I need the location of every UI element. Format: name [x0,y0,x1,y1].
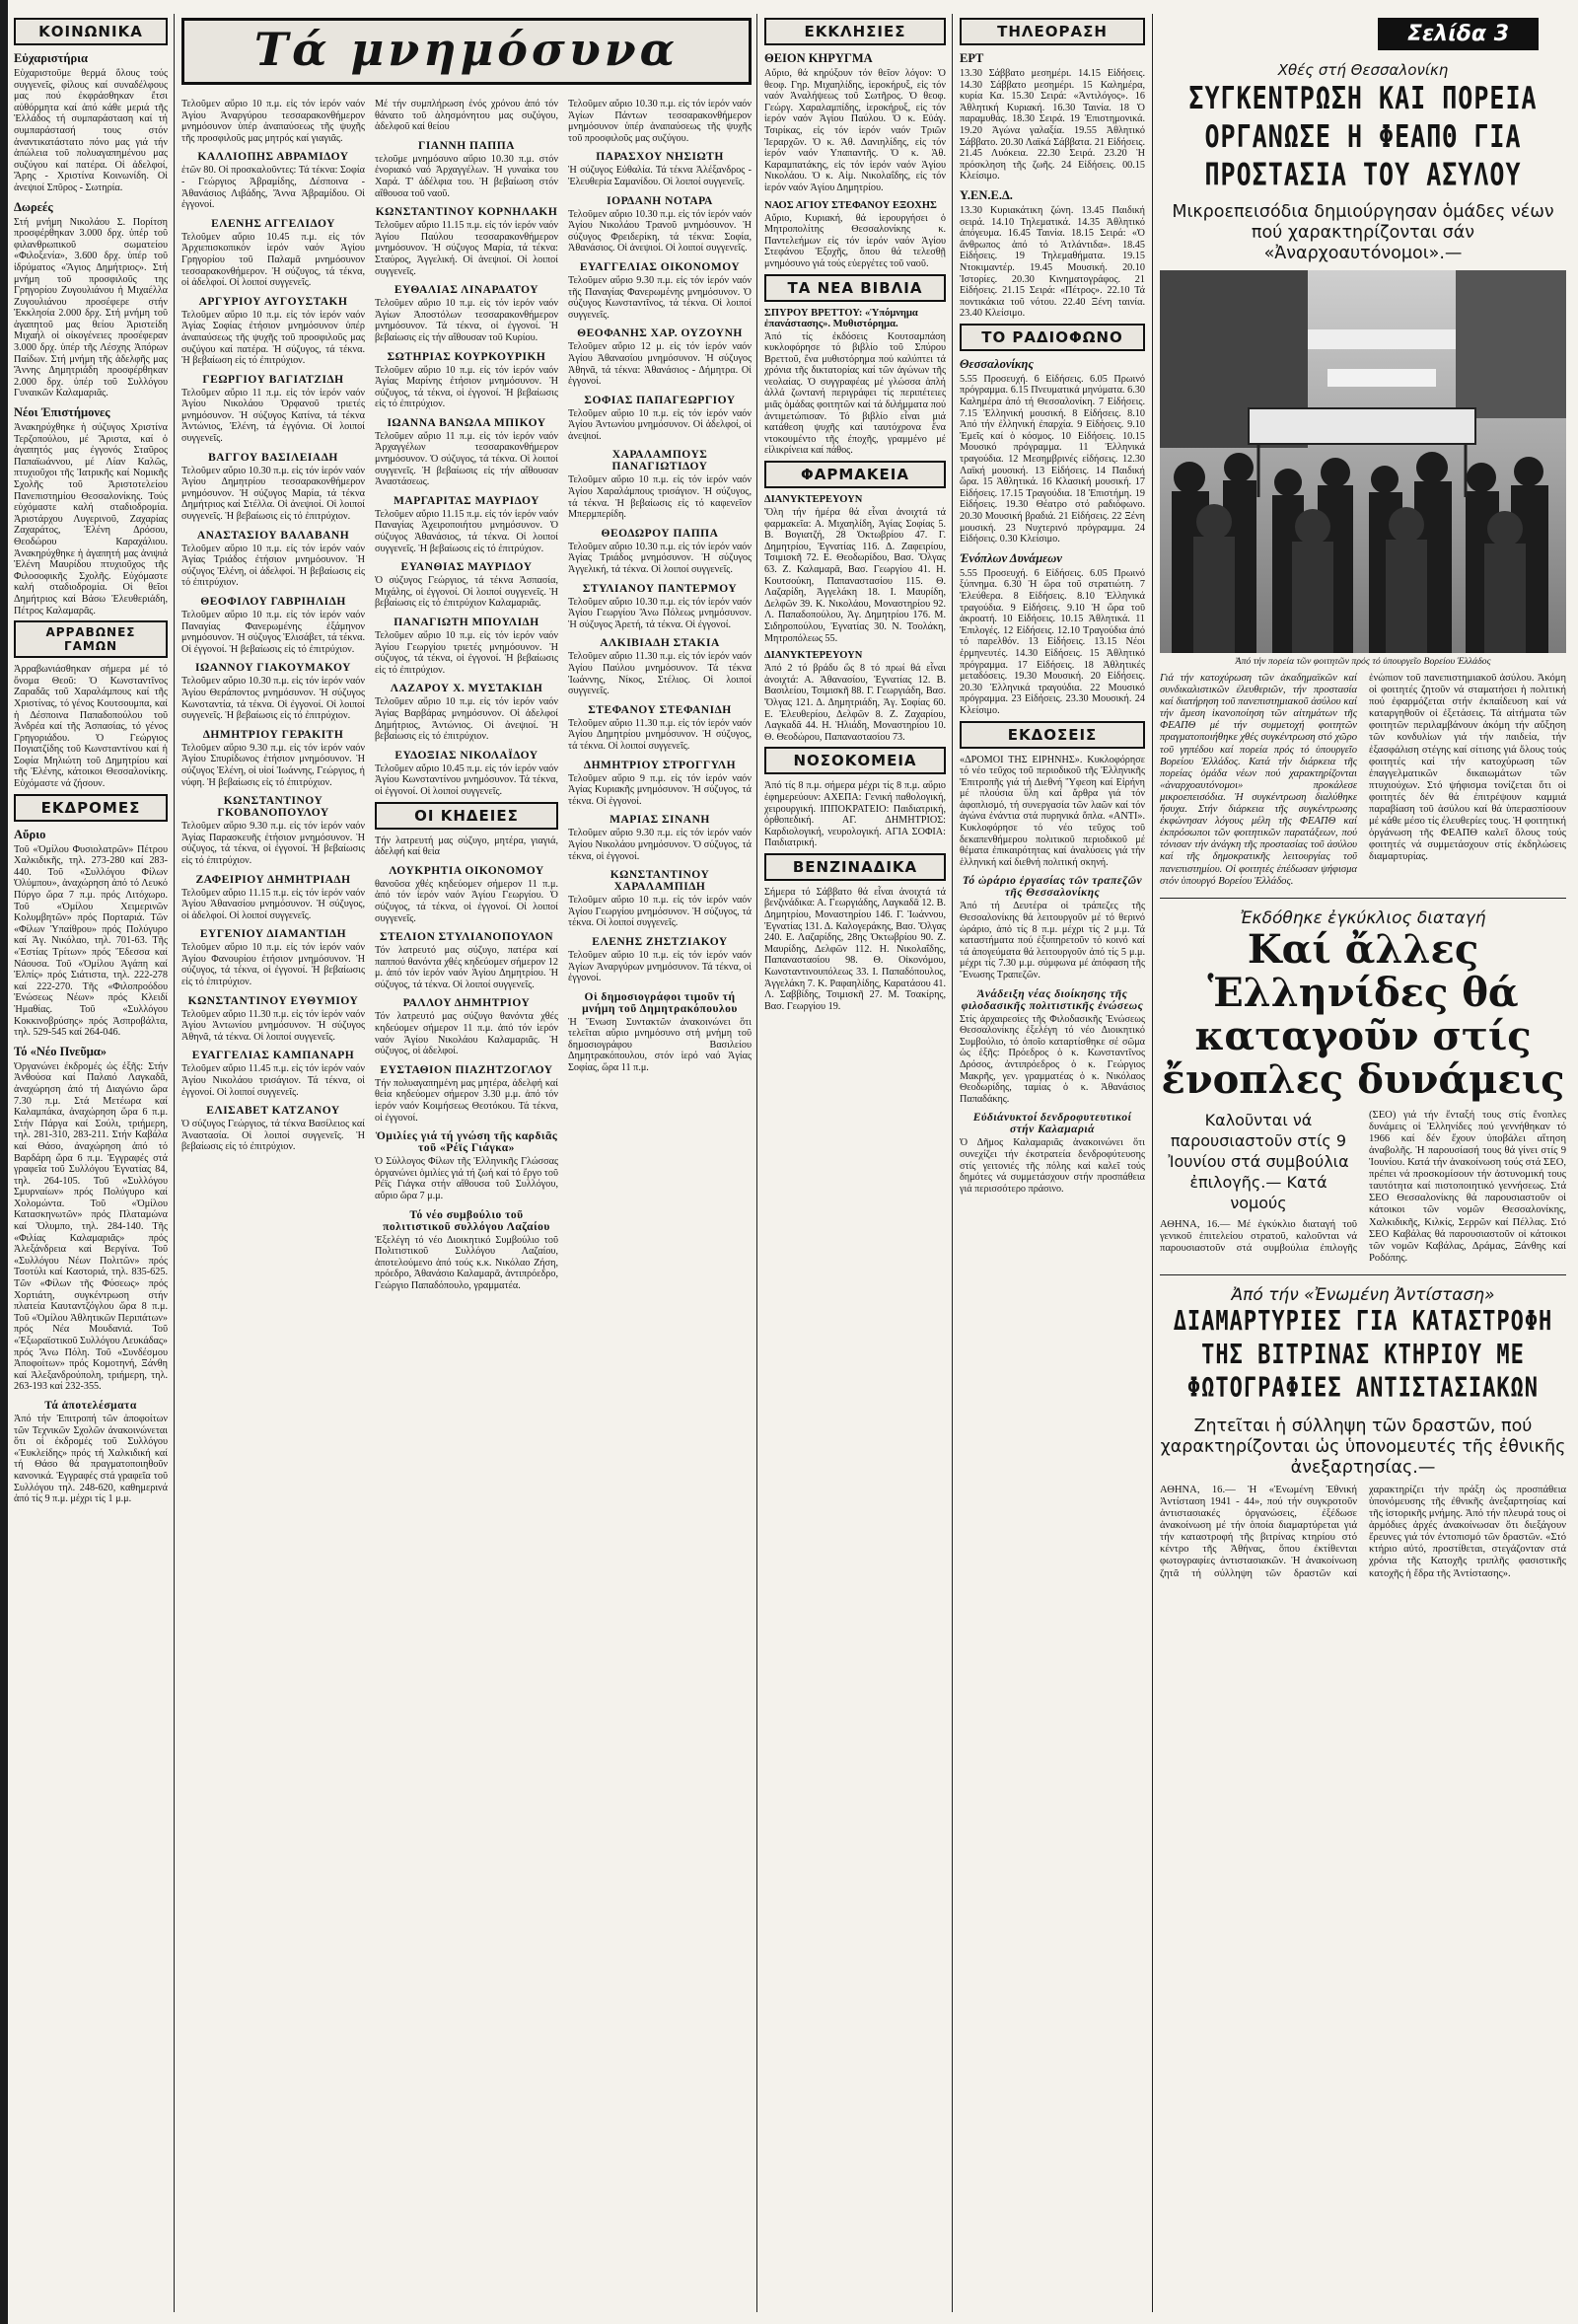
protest-march-photo [1160,270,1566,653]
text-ekdromes-2: Ὀργανώνει ἐκδρομές ὡς ἑξῆς: Στήν Ἀνθούσα καί Παλαιό Λαγκαδᾶ, ἀναχώρηση ἀπό τή Διαγώνιο ὥρα 7.30 π.μ. Στά Μετέωρα καί Καλαμπάκα, ἀναχώρηση ὥρα 6 π.μ. Στήν Πάργα καί Σούλι, τριήμερη, τηλ. 281-310, 283-211. Στήν Καβάλα καί Θάσο, ἀναχώρηση ἀπό τό Βαρδάρη ὥρα 6 π.μ. Ἐγγραφές στά γραφεῖα τοῦ Συλλόγου Ἐγνατίας 84, τηλ. 264-105. Τοῦ «Συλλόγου Σμυρναίων» πρός Πολύγυρο καί Χολομώντα. Τοῦ «Ὁμίλου Κατασκηνωτῶν» πρός Πλαταμώνα καί Ὄλυμπο, τηλ. 284-140. Τῆς «Φιλίας Καλαμαριᾶς» πρός Ἀλεξάνδρεια καί Βεργίνα. Τοῦ «Συλλόγου Νέων Πολιτῶν» πρός Τσοτύλι καί Καστοριά, τηλ. 835-625. Τῶν «Φίλων τῆς Φύσεως» πρός Χορτιάτη, συγκέντρωση στήν πλατεία Καυταντζόγλου ὥρα 8 π.μ. Τοῦ «Ὁμίλου Ἀθλητικῶν Περιπάτων» πρός Νέα Μουδανιά. Τοῦ «Ἐξωραϊστικοῦ Συλλόγου Λευκάδας» πρός Ἄνω Πόλη. Τοῦ «Συνδέσμου Ἀποφοίτων» πρός Κομοτηνή, Ξάνθη καί Ἀλεξανδρούπολη, τριήμερη, τηλ. 263-193 καί 232-355. [14,1060,168,1393]
memorial-name: ΠΑΝΑΓΙΩΤΗ ΜΠΟΥΛΙΔΗ [394,617,539,628]
memorial-name: ΘΕΟΦΙΛΟΥ ΓΑΒΡΙΗΛΙΔΗ [200,596,346,608]
memorial-text: Ἡ Ἕνωση Συντακτῶν ἀνακοινώνει ὅτι τελεῖται αὔριο μνημόσυνο στή μνήμη τοῦ δημοσιογράφου Βασιλείου Δημητρακόπουλου, στόν ἱερό ναό Ἁγίας Σοφίας, ὥρα 11 π.μ. [568,1016,752,1074]
memorial-name: ΜΑΡΙΑΣ ΣΙΝΑΝΗ [610,814,710,827]
story1-deck: Μικροεπεισόδια δημιούργησαν ὁμάδες νέων πού χαρακτηρίζονται σάν «Ἀναρχοαυτόνομοι».— [1172,202,1554,263]
story1-text: Γιά τήν κατοχύρωση τῶν ἀκαδημαϊκῶν καί συνδικαλιστικῶν ἐλευθεριῶν, τήν προστασία καί διατήρηση τοῦ πανεπιστημιακοῦ ἀσύλου καί τήν ἄμεση ἱκανοποίηση τῶν αἰτημάτων τῆς ΦΕΑΠΘ μέ τήν συμμετοχή φοιτητῶν πραγματοποιήθηκε χθές συγκέντρωση στό χῶρο τοῦ γηπέδου καί πορεία πρός τό ὑπουργεῖο Βορείου Ἑλλάδος. Κατά τήν διάρκεια τῆς πορείας ὁμάδα νέων πού χαρακτηρίζονται «ἀναρχοαυτόνομοι» προκάλεσε μικροεπεισόδια. Ἡ συγκέντρωση διαλύθηκε ἥσυχα. Στήν διάρκεια τῆς συγκέντρωσης ἐκφώνησαν λόγους μέλη τῆς ΦΕΑΠΘ καί ἐκπρόσωποι τῶν φοιτητικῶν παρατάξεων, πού τόνισαν τήν ἀνάγκη τῆς προστασίας τοῦ ἀσύλου καί τῆς δημοκρατικῆς λειτουργίας τοῦ πανεπιστημίου. Οἱ φοιτητές ἐπέδωσαν ψήφισμα στόν ὑπουργό Βορείου Ἑλλάδος. [1160,673,1357,887]
memorial-text: Τελοῦμεν αὔριο 10.30 π.μ. εἰς τόν ἱερόν ναόν Ἁγίου Δημητρίου τεσσαρακονθήμερον μνημόσυνον. Ἡ σύζυγος Μαρία, τά τέκνα Δημήτριος καί Στέλλα. Οἱ ἀνεψιοί. Οἱ λοιποί συγγενεῖς. Ἡ βεβαίωσις εἰς τό ἐπιτρύχιον. [181,465,365,523]
memorial-text: Τελοῦμεν αὔριο 10 π.μ. εἰς τόν ἱερόν ναόν Ἁγίου Γεωργίου τριετές μνημόσυνον. Ἡ σύζυγος, τά τέκνα, οἱ ἐγγονοί. Ἡ βεβαίωσις εἰς τό ἐπιτρύχιον. [375,630,558,676]
memorial-text: Τελοῦμεν αὔριο 10 π.μ. εἰς τόν ἱερόν ναόν Ἁγίου Ἀντωνίου μνημόσυνον. Οἱ ἀδελφοί, οἱ ἀνεψιοί. [568,407,752,442]
column-mnimosyna-c [568,99,752,2308]
memorial-name: ΚΑΛΛΙΟΠΗΣ ΑΒΡΑΜΙΔΟΥ [197,151,349,164]
text-farmakeia-2: Ἀπό 2 τό βράδυ ὥς 8 τό πρωί θά εἶναι ἀνοιχτά: Α. Ἀθανασίου, Ἐγνατίας 12. Β. Βασιλείου, Τσιμισκῆ 88. Γ. Γεωργιάδη, Βασ. Ὄλγας 121. Δ. Δημητριάδη, Ἁγ. Σοφίας 60. Ε. Ἐλευθερίου, Δελφῶν 8. Ζ. Ζαχαρίου, Λαγκαδᾶ 44. Η. Ἡλιάδη, Μοναστηρίου 10. Θ. Θεοδώρου, Παπαναστασίου 73. [764,663,946,743]
memorial-name: ΠΑΡΑΣΧΟΥ ΝΗΣΙΩΤΗ [596,151,724,164]
memorial-text: Τελοῦμεν αὔριο 9 π.μ. εἰς τόν ἱερόν ναόν Ἁγίας Κυριακῆς μνημόσυνον. Ἡ σύζυγος, τά τέκνα. Οἱ ἐγγονοί. [568,772,752,807]
column-mnimosyna-a [181,99,365,2308]
memorial-text: Τελοῦμεν αὔριο 9.30 π.μ. εἰς τόν ἱερόν ναόν τῆς Παναγίας Φανερωμένης μνημόσυνον. Ὁ σύζυγος Κωνσταντῖνος, τά τέκνα. Οἱ λοιποί συγγενεῖς. [568,274,752,321]
memorial-name: ΕΛΕΝΗΣ ΖΗΣΤΖΙΑΚΟΥ [592,935,728,948]
story2-headline: Καί ἄλλες Ἑλληνίδες θά καταγοῦν στίς ἔνοπλες δυνάμεις [1161,925,1565,1103]
memorial-name: ΕΥΓΕΝΙΟΥ ΔΙΑΜΑΝΤΙΔΗ [199,928,347,941]
memorial-name: ΓΙΑΝΝΗ ΠΑΠΠΑ [418,139,515,152]
memorial-text: Τελοῦμεν αὔριο 10.30 π.μ. εἰς τόν ἱερόν ναόν Ἁγίου Γεωργίου Ἄνω Πόλεως μνημόσυνον. Ἡ σύζυγος Ἀρετή, τά τέκνα. Οἱ ἐγγονοί. [568,596,752,630]
text-farmakeia-1: Ὅλη τήν ἡμέρα θά εἶναι ἀνοιχτά τά φαρμακεῖα: Α. Μιχαηλίδη, Ἁγίας Σοφίας 5. Β. Βογιατζή, 28 Ὀκτωβρίου 47. Γ. Δημητρίου, Ἐγνατίας 116. Δ. Ζαφειρίου, Τσιμισκῆ 72. Ε. Θεοδωρίδου, Βασ. Ὄλγας 63. Ζ. Καλαμαρᾶ, Βασ. Γεωργίου 41. Η. Κουτσούκη, Παπαναστασίου 115. Θ. Λαζαρίδη, Ἀγγελάκη 18. Ι. Μαυρίδη, Δελφῶν 39. Κ. Νικολάου, Μοναστηρίου 92. Λ. Παπαδοπούλου, Ἁγ. Δημητρίου 176. Μ. Σιδηροπούλου, Ἐγνατίας 30. Ν. Τσολάκη, Μητροπόλεως 55. [764,507,946,644]
memorial-text: ἐτῶν 80. Οἱ προσκαλοῦντες: Τά τέκνα: Σοφία - Γεώργιος Ἀβραμίδης, Δέσποινα - Ἀθανάσιος Λιβάδης, Ἄννα Ἀβραμίδου. Οἱ ἐγγονοί. [181,165,365,211]
memorial-text: Τελοῦμεν αὔριο 10.45 π.μ. εἰς τόν Ἀρχιεπισκοπικόν ἱερόν ναόν Ἁγίου Γρηγορίου τοῦ Παλαμᾶ μνημόσυνον τεσσαρακονθήμερον. Ἡ σύζυγος, τά τέκνα, οἱ ἀδελφοί. Οἱ λοιποί συγγενεῖς. [181,231,365,289]
memorial-text: Τόν λατρευτό μας σύζυγο, πατέρα καί παππού θανόντα χθές κηδεύομεν σήμερον 12 μ. ἀπό τόν ἱερόν ναόν Ἁγίου Δημητρίου. Ἡ σύζυγος, τά τέκνα. Οἱ λοιποί συγγενεῖς. [375,945,558,990]
previous-page-edge [0,0,8,2324]
subheading-filodasiki: Ἀνάδειξη νέας διοίκησης τῆς φιλοδασικῆς πολιτιστικῆς ἑνώσεως [961,987,1144,1012]
section-header-arravones: ΑΡΡΑΒΩΝΕΣ ΓΑΜΩΝ [14,620,168,658]
memorial-name: ΣΩΤΗΡΙΑΣ ΚΟΥΡΚΟΥΡΙΚΗ [387,350,546,363]
memorial-text: Ὁ σύζυγος Γεώργιος, τά τέκνα Βασίλειος καί Ἀναστασία. Οἱ λοιποί συγγενεῖς. Ἡ βεβαίωσις εἰς τό ἐπιτρύχιον. [181,1119,365,1153]
text-yened: 13.30 Κυριακάτικη ζώνη. 13.45 Παιδική σειρά. 14.10 Τηλεματικά. 14.35 Ἀθλητικό ἀπόγευμα. 16.45 Ταινία. 18.15 Σειρά: «Ὁ ἄνθρωπος ἀπό τό Ἀτλάντιδα». 18.45 Εἰδήσεις. 19 Τηλεμαθήματα. 19.15 Ντοκιμαντέρ. 19.45 Μουσική. 20.10 Ἱστορίες. 20.30 Κινηματογράφος. 21 Εἰδήσεις. 21.15 Σειρά: «Πέτρος». 22.10 Τά ποντικάκια τοῦ νότου. 22.40 Ξένη ταινία. 23.40 Κλείσιμο. [960,204,1145,320]
memorial-name: ΙΟΡΔΑΝΗ ΝΟΤΑΡΑ [607,194,713,207]
memorial-name: ΣΤΕΦΑΝΟΥ ΣΤΕΦΑΝΙΔΗ [588,703,732,716]
text-orario: Ἀπό τή Δευτέρα οἱ τράπεζες τῆς Θεσσαλονίκης θά λειτουργοῦν μέ τό θερινό ὡράριο, ἀπό τίς 8 π.μ. μέχρι τίς 2 μ.μ. Τά καταστήματα πού ἐξυπηρετοῦν τό κοινό καί τά ἀπογεύματα θά λειτουργοῦν ἀπό τίς 5 μ.μ. μέχρι τίς 7.30 μ.μ. σύμφωνα μέ ἀπόφαση τῆς Ἕνωσης Τραπεζῶν. [960,901,1145,980]
memorial-text: Ὁ Σύλλογος Φίλων τῆς Ἑλληνικῆς Γλώσσας ὀργανώνει ὁμιλίες γιά τή ζωή καί τό ἔργο τοῦ Ρέϊς Γιάγκα στήν αἴθουσα τοῦ Συλλόγου, αὔριο ὥρα 7 μ.μ. [375,1156,558,1201]
memorial-name: ΧΑΡΑΛΑΜΠΟΥΣ ΠΑΝΑΓΙΩΤΙΔΟΥ [611,449,708,473]
text-ert: 13.30 Σάββατο μεσημέρι. 14.15 Εἰδήσεις. 14.30 Σάββατο μεσημέρι. 15 Καλημέρα, κυρία Κα. 15.30 Σειρά: «Ἀντιλόγος». 16 Ἀθλητική Κυριακή. 16.30 Ταινία. 18 Ὁ παραμυθάς. 18.30 Σειρά. 19 Ἐπιστημονικά. 19.20 Ἀγώνα γαλαξία. 19.55 Ἀθλητικό Σάββατο. 20.30 Λαϊκά Σάββατα. 21 Εἰδήσεις. 21.45 Λυόκεια. 22.30 Σειρά. 23.20 Ἡ πρόσκληση τῆς ζωῆς. 24 Εἰδήσεις. 00.15 Κλείσιμο. [960,68,1145,182]
text-ekdromes-1: Τοῦ «Ὁμίλου Φυσιολατρῶν» Πέτρου Χαλκιδικῆς, τηλ. 273-280 καί 283-440. Τοῦ «Συλλόγου Φίλων Ὀλύμπου», ἀναχώρηση ἀπό τό Λευκό Πύργο ὥρα 7 π.μ. πρός Λιτόχωρο. Τοῦ «Ὁμίλου Χειμερινῶν Κολυμβητῶν» πρός Πορταριά. Τῶν «Φίλων Ὑπαίθρου» πρός Πολύγυρο καί Ἁγ. Νικόλαο, τηλ. 701-63. Τῆς «Ἑστίας Τρίτων» πρός Ἔδεσσα καί Νάουσα. Τοῦ «Ὁμίλου Ἀγάπη καί Ἐλπίς» πρός Σιάτιστα, τηλ. 222-278 καί 222-270. Τῆς «Φιλοπροόδου Ἐνώσεως Νέων» πρός Κλειδί Ἡμαθίας. Τοῦ «Συλλόγου Κοκκινοβρύσης» πρός Ἀσπροβάλτα, τηλ. 529-545 καί 264-046. [14,843,168,1039]
mnimosyna-header-wrap [181,18,752,97]
story3-headline: ΔΙΑΜΑΡΤΥΡΙΕΣ ΓΙΑ ΚΑΤΑΣΤΡΟΦΗ ΤΗΣ ΒΙΤΡΙΝΑΣ ΚΤΗΡΙΟΥ ΜΕ ΦΩΤΟΓΡΑΦΙΕΣ ΑΝΤΙΣΤΑΣΙΑΚΩΝ [1173,1306,1553,1404]
subheading-ert: ΕΡΤ [960,51,984,65]
memorial-text: Τελοῦμεν αὔριο 10 π.μ. εἰς τόν ἱερόν ναόν Ἁγίων Ἀναργύρων μνημόσυνον. Τά τέκνα, οἱ ἐγγονοί. [568,949,752,984]
memorial-name: Τό νέο συμβούλιο τοῦ πολιτιστικοῦ συλλόγου Λαζαίου [383,1208,550,1233]
section-header-nosokomeia: ΝΟΣΟΚΟΜΕΙΑ [764,747,946,774]
subheading-radio-1: Θεσσαλονίκης [960,356,1034,371]
memorial-text: Τελοῦμεν αὔριο 10 π.μ. εἰς τόν ἱερόν ναόν Ἁγίων Ἀποστόλων τεσσαρακονθήμερον μνημόσυνον. Τά τέκνα, οἱ ἐγγονοί. Ἡ βεβαίωσις εἰς τήν αἴθουσαν τοῦ Κυρίου. [375,298,558,343]
subheading-dorees: Δωρεές [14,199,53,214]
memorial-text: Τελοῦμεν αὔριο 10 π.μ. εἰς τόν ἱερόν ναόν Ἁγίου Χαραλάμπους τρισάγιον. Ἡ σύζυγος, τά τέκνα. Ἡ βεβαίωσις εἰς τό καφενεῖον Μπερμπερίδη. [568,474,752,521]
column-rule [756,14,757,2312]
memorial-name: ΚΩΝΣΤΑΝΤΙΝΟΥ ΓΚΟΒΑΝΟΠΟΥΛΟΥ [217,795,329,820]
memorial-text: Τήν πολυαγαπημένη μας μητέρα, ἀδελφή καί θεία κηδεύομεν σήμερον 3.30 μ.μ. ἀπό τόν ἱερόν ναόν Κοιμήσεως Θεοτόκου. Τά τέκνα, οἱ ἐγγονοί. [375,1077,558,1124]
memorial-text: Ὁ σύζυγος Γεώργιος, τά τέκνα Ἀσπασία, Μιχάλης, οἱ ἐγγονοί. Οἱ λοιποί συγγενεῖς. Ἡ βεβαίωσις εἰς τό ἐπιτρύχιον Καλαμαριᾶς. [375,575,558,610]
section-header-vivlia: ΤΑ ΝΕΑ ΒΙΒΛΙΑ [764,274,946,302]
story2-body [1160,1110,1566,1265]
section-header-ekdromes: ΕΚΔΡΟΜΕΣ [14,794,168,822]
memorial-text: Τελοῦμεν αὔριο 11.15 π.μ. εἰς τόν ἱερόν ναόν Ἁγίου Παύλου τεσσαρακονθήμερον μνημόσυνον. Ἡ σύζυγος Μαρία, τά τέκνα: Σταύρος, Ἀγγελική. Οἱ ἀνεψιοί. Οἱ λοιποί συγγενεῖς. [375,220,558,277]
memorial-name: ΙΩΑΝΝΟΥ ΓΙΑΚΟΥΜΑΚΟΥ [195,662,351,675]
memorial-name: ΕΛΕΝΗΣ ΑΓΓΕΛΙΔΟΥ [211,217,335,230]
memorial-name: ΕΥΑΓΓΕΛΙΑΣ ΟΙΚΟΝΟΜΟΥ [579,260,741,273]
text-arravones: Ἀρραβωνιάσθηκαν σήμερα μέ τό ὄνομα Θεοῦ: Ὁ Κωνσταντῖνος Ζαραδᾶς τοῦ Χαραλάμπους καί τῆς Χριστίνας, τό γένος Κουτσουμπα, καί ἡ Δέσποινα Παπαδοπούλου τοῦ Ἀνδρέα καί τῆς Ἀσπασίας, τό γένος Γρηγοριάδου. Ὁ Γεώργιος Πογιατζίδης τοῦ Κωνσταντίνου καί ἡ Σοφία Μηλιώτη τοῦ Δημητρίου καί τῆς Ἑλένης, κάτοικοι Θεσσαλονίκης. Εὐχόμαστε νά ζήσουν. [14,664,168,790]
memorial-text: Τελοῦμεν αὔριο 11 π.μ. εἰς τόν ἱερόν ναόν Ἁγίου Νικολάου Ὀρφανοῦ τριετές μνημόσυνον. Ἡ σύζυγος Κατίνα, τά τέκνα Ἀντώνιος, Ἐλένη, τά ἐγγόνια. Οἱ λοιποί συγγενεῖς. [181,387,365,445]
memorial-text: Ἐξελέγη τό νέο Διοικητικό Συμβούλιο τοῦ Πολιτιστικοῦ Συλλόγου Λαζαίου, ἀποτελούμενο ἀπό τούς κ.κ. Νικόλαο Ζήση, πρόεδρο, Ἀθανάσιο Καλαμαρᾶ, ἀντιπρόεδρο, Γεώργιο Παπαδόπουλο, γραμματέα. [375,1234,558,1291]
memorial-text: Τελοῦμεν αὔριο 11.15 π.μ. εἰς τόν ἱερόν ναόν Ἁγίου Ἀθανασίου μνημόσυνον. Ἡ σύζυγος, οἱ ἀδελφοί. Οἱ λοιποί συγγενεῖς. [181,887,365,921]
memorial-name: ΕΛΙΣΑΒΕΤ ΚΑΤΖΑΝΟΥ [206,1105,340,1118]
subheading-farmakeia-1: ΔΙΑΝΥΚΤΕΡΕΥΟΥΝ [764,494,863,506]
column-services [764,14,946,2312]
memorial-text: θανοῦσα χθές κηδεύομεν σήμερον 11 π.μ. ἀπό τόν ἱερόν ναόν Ἁγίου Γεωργίου. Ὁ σύζυγος, τά τέκνα, οἱ ἐγγονοί. Οἱ λοιποί συγγενεῖς. [375,878,558,924]
memorial-text: Τελοῦμεν αὔριο 10.30 π.μ. εἰς τόν ἱερόν ναόν Ἁγίου Θεράποντος μνημόσυνον. Ἡ σύζυγος Κωνσταντία, τά τέκνα. Οἱ ἐγγονοί. Οἱ λοιποί συγγενεῖς. Ἡ βεβαίωσις εἰς τό ἐπιτρύχιον. [181,676,365,722]
text-naos: Αὔριο, Κυριακή, θά ἱερουργήσει ὁ Μητροπολίτης Θεσσαλονίκης κ. Παντελεήμων εἰς τόν ἱερόν ναόν Ἁγίου Στεφάνου Ἐξοχῆς, ὅπου θά τελεσθῇ μνημόσυνο γιά τούς εὐεργέτες τοῦ ναοῦ. [764,212,946,269]
section-header-ekdoseis: ΕΚΔΟΣΕΙΣ [960,721,1145,749]
subheading-vivlia: ΣΠΥΡΟΥ ΒΡΕΤΤΟΥ: «Ὑπόμνημα ἐπανάστασης». Μυθιστόρημα. [764,307,918,329]
story3-text: ΑΘΗΝΑ, 16.— Ἡ «Ἐνωμένη Ἐθνική Ἀντίσταση 1941 - 44», πού τήν συγκροτοῦν ἀντιστασιακές ὀργανώσεις, ἐξέδωσε ἀνακοίνωση μέ τήν ὁποία διαμαρτύρεται γιά τήν καταστροφή τῆς βιτρίνας κτηρίου στό κέντρο τῆς Ἀθήνας, ὅπου ἐκτίθενται φωτογραφίες ἀντιστασιακῶν. Ἡ ἀνακοίνωση ζητᾶ τή σύλληψη τῶν δραστῶν καί χαρακτηρίζει τήν πράξη ὡς προσπάθεια ὑπονόμευσης τῆς ἐθνικῆς ἀνεξαρτησίας καί τῆς ἱστορικῆς μνήμης. Ἀπό τήν πλευρά τους οἱ ἀρμόδιες ἀρχές ἀνακοίνωσαν ὅτι διεξάγουν ἔρευνες γιά τόν ἐντοπισμό τῶν δραστῶν. «Στό κτήριο αὐτό, προστίθεται, στεγάζονταν στά χρόνια τῆς Κατοχῆς τριπλῆς φασιστικῆς κατοχῆς ἡ ἕδρα τῆς Ἀντίστασης». [1160,1484,1566,1579]
text-ekdromes-3: Ἀπό τήν Ἐπιτροπή τῶν ἀποφοίτων τῶν Τεχνικῶν Σχολῶν ἀνακοινώνεται ὅτι οἱ ἐκδρομές τοῦ Συλλόγου «Ἐυκλείδης» πρός τή Χαλκιδική καί τή Θάσο θά πραγματοποιηθοῦν κανονικά. Ἐγγραφές στά γραφεῖα τοῦ Συλλόγου τηλ. 248-620, καθημερινά ἀπό τίς 9 π.μ. μέχρι τίς 1 μ.μ. [14,1413,168,1505]
text-kalamaria: Ὁ Δῆμος Καλαμαριᾶς ἀνακοινώνει ὅτι συνεχίζει τήν ἐκστρατεία δενδροφύτευσης στίς γειτονιές τῆς πόλης καί καλεῖ τούς δημότες νά συμμετάσχουν στήν προσπάθεια γιά περισσότερο πράσινο. [960,1137,1145,1195]
memorial-text: Τήν λατρευτή μας σύζυγο, μητέρα, γιαγιά, ἀδελφή καί θεία [375,835,558,858]
memorial-text: Μέ τήν συμπλήρωση ἐνός χρόνου ἀπό τόν θάνατο τοῦ ἀλησμόνητου μας συζύγου, ἀδελφοῦ καί θείου [375,99,558,133]
column-mnimosyna-b [375,99,558,2308]
story2-deck: Καλοῦνται νά παρουσιαστοῦν στίς 9 Ἰουνίου στά συμβούλια ἐπιλογῆς.— Κατά νομούς [1168,1110,1349,1212]
section-header-farmakeia: ΦΑΡΜΑΚΕΙΑ [764,461,946,488]
memorial-name: ΛΑΖΑΡΟΥ Χ. ΜΥΣΤΑΚΙΔΗ [390,683,543,695]
text-ekdoseis: «ΔΡΟΜΟΙ ΤΗΣ ΕΙΡΗΝΗΣ». Κυκλοφόρησε τό νέο τεῦχος τοῦ περιοδικοῦ τῆς Ἑλληνικῆς Ἐπιτροπῆς γιά τή Διεθνή Ὕφεση καί Εἰρήνη μέ πλούσια ὕλη καί ἄρθρα γιά τόν ἀφοπλισμό, τή συνεργασία τῶν λαῶν καί τόν ἀγώνα ἐνάντια στά πυρηνικά ὅπλα. «ΑΝΤΙ». Κυκλοφόρησε τό νέο τεῦχος τοῦ δεκαπενθήμερου πολιτικοῦ περιοδικοῦ μέ θέματα ἐπικαιρότητας καί ἀναλύσεις γιά τήν ἑλληνική καί διεθνή πολιτική σκηνή. [960,754,1145,868]
memorial-name: ΚΩΝΣΤΑΝΤΙΝΟΥ ΧΑΡΑΛΑΜΠΙΔΗ [610,869,710,894]
memorial-name: ΜΑΡΓΑΡΙΤΑΣ ΜΑΥΡΙΔΟΥ [394,494,539,507]
memorial-text: Τελοῦμεν αὔριο 10 π.μ. εἰς τόν ἱερόν ναόν Ἁγίας Τριάδος ἐτήσιον μνημόσυνον. Ἡ σύζυγος Ἑλένη, οἱ ἀδελφοί. Ἡ βεβαίωσις εἰς τό ἐπιτρύχιον. [181,543,365,589]
story1-kicker: Χθές στή Θεσσαλονίκη [1277,61,1449,79]
memorial-text: τελοῦμε μνημόσυνο αὔριο 10.30 π.μ. στόν ἐνοριακό ναό Ἀρχαγγέλων. Ἡ γυναίκα του Χαρά. Τ' ἀδέλφια του. Ἡ βεβαίωση στόν αἴθουσα τοῦ ναοῦ. [375,153,558,199]
story-divider [1160,898,1566,899]
subheading-orario: Τό ὡράριο ἐργασίας τῶν τραπεζῶν τῆς Θεσσαλονίκης [962,875,1143,900]
memorial-name: ΣΟΦΙΑΣ ΠΑΠΑΓΕΩΡΓΙΟΥ [584,394,736,406]
subheading-radio-2: Ἐνόπλων Δυνάμεων [960,550,1062,565]
subheading-kalamaria: Εὐδιάνυκτοί δενδροφυτευτικοί στήν Καλαμαριά [972,1112,1132,1136]
column-rule [1152,14,1153,2312]
memorial-text: Τελοῦμεν αὔριο 10.30 π.μ. εἰς τόν ἱερόν ναόν Ἁγίας Τριάδος μνημόσυνον. Ἡ σύζυγος Ἀγγελική, τά τέκνα. Οἱ λοιποί συγγενεῖς. [568,541,752,576]
memorial-name: ΘΕΟΦΑΝΗΣ ΧΑΡ. ΟΥΖΟΥΝΗ [577,327,743,340]
story3-deck: Ζητεῖται ἡ σύλληψη τῶν δραστῶν, πού χαρακτηρίζονται ὡς ὑπονομευτές τῆς ἐθνικῆς ἀνεξαρτησίας.— [1160,1416,1566,1478]
memorial-name: ΑΛΚΙΒΙΑΔΗ ΣΤΑΚΙΑ [600,637,720,650]
subheading-kirygma: ΘΕΙΟΝ ΚΗΡΥΓΜΑ [764,51,873,65]
memorial-name: ΕΥΔΟΞΙΑΣ ΝΙΚΟΛΑΪΔΟΥ [394,749,538,762]
memorial-text: Τελοῦμεν αὔριο 10 π.μ. εἰς τόν ἱερόν ναόν Ἁγίου Γεωργίου μνημόσυνον. Ἡ σύζυγος, τά τέκνα. Οἱ λοιποί συγγενεῖς. [568,895,752,929]
memorial-text: Τελοῦμεν αὔριο 10.45 π.μ. εἰς τόν ἱερόν ναόν Ἁγίου Κωνσταντίνου μνημόσυνον. Τά τέκνα, οἱ ἐγγονοί. Οἱ λοιποί συγγενεῖς. [375,763,558,797]
memorial-text: Τελοῦμεν αὔριο 11.30 π.μ. εἰς τόν ἱερόν ναόν Ἁγίου Παύλου μνημόσυνον. Τά τέκνα Ἰωάννης, Νίκος, Στέλιος. Οἱ λοιποί συγγενεῖς. [568,651,752,697]
memorial-text: Τελοῦμεν αὔριο 10.30 π.μ. εἰς τόν ἱερόν ναόν Ἁγίου Νικολάου Τρανοῦ μνημόσυνον. Ἡ σύζυγος Φρειδερίκη, τά τέκνα: Σοφία, Ἀθανάσιος. Οἱ ἀνεψιοί. Οἱ λοιποί συγγενεῖς. [568,208,752,254]
memorial-name: ΓΕΩΡΓΙΟΥ ΒΑΓΙΑΤΖΙΔΗ [202,373,344,386]
memorial-name: ΕΥΣΤΑΘΙΟΝ ΠΙΑΖΗΤΖΟΓΛΟΥ [380,1063,553,1076]
memorial-name: ΡΑΛΛΟΥ ΔΗΜΗΤΡΙΟΥ [402,997,531,1010]
subheading-yened: Υ.ΕΝ.Ε.Δ. [960,187,1013,202]
section-header-venzinadika: ΒΕΝΖΙΝΑΔΙΚΑ [764,853,946,881]
memorial-name: ΑΝΑΣΤΑΣΙΟΥ ΒΑΛΑΒΑΝΗ [196,529,350,542]
page-number-badge: Σελίδα 3 [1378,18,1539,50]
text-venzinadika: Σήμερα τό Σάββατο θά εἶναι ἀνοιχτά τά βενζινάδικα: Α. Γεωργιάδης, Λαγκαδᾶ 12. Β. Δημητρίου, Μοναστηρίου 146. Γ. Ἰωάννου, Ἐγνατίας 131. Δ. Καλογεράκης, Βασ. Ὄλγας 240. Ε. Λαζαρίδης, 28ης Ὀκτωβρίου 90. Ζ. Μαυρίδης, Δελφῶν 112. Η. Νικολαΐδης, Παπαναστασίου 98. Θ. Οἰκονόμου, Κωνσταντινουπόλεως 33. Ι. Παπαδόπουλος, Ἀγγελάκη 7. Κ. Ραφαηλίδης, Καρατάσου 41. Λ. Σαββίδης, Τσιμισκῆ 27. Μ. Τσακίρης, Βασ. Γεωργίου 19. [764,886,946,1012]
text-epistimones: Ἀνακηρύχθηκε ἡ σύζυγος Χριστίνα Τερζοπούλου, μέ Ἄριστα, καί ὁ ἀγαπητός μας ἐγγονός Σταῦρος Παπαϊωάννου, μέ Λίαν Καλῶς, πτυχιοῦχοι τῆς Ἰατρικῆς καί Νομικῆς Σχολῆς τοῦ Ἀριστοτελείου Πανεπιστημίου Θεσσαλονίκης. Τούς εὐχόμαστε καλή σταδιοδρομία. Ἀριστάρχου Λυγερινοῦ, Ζαχαρίας Ζαχαράτος, Ἐλένη Δρόσου, Θεοδώρου Καραχάλιου. Ἀνακηρύχθηκε ἡ ἀγαπητή μας ἀνιψιά Ἑλένη Μαυρίδου πτυχιοῦχος τῆς Φιλοσοφικῆς Σχολῆς. Εὐχόμαστε καλή σταδιοδρομία. Οἱ θεῖοι Δημήτριος καί Βάσω Ἐλευθεριάδη, Πέτρος Καλαμαρᾶς. [14,422,168,617]
memorial-name: ΕΥΑΓΓΕΛΙΑΣ ΚΑΜΠΑΝΑΡΗ [191,1050,355,1062]
memorial-name: ΛΟΥΚΡΗΤΙΑ ΟΙΚΟΝΟΜΟΥ [389,864,544,877]
memorial-name: ΣΤΥΛΙΑΝΟΥ ΠΑΝΤΕΡΜΟΥ [582,582,738,595]
memorial-text: Τελοῦμεν αὔριο 10 π.μ. εἰς τόν ἱερόν ναόν Ἁγίας Μαρίνης ἐτήσιον μνημόσυνον. Ἡ σύζυγος, τά τέκνα, οἱ ἐγγονοί. Ἡ βεβαίωσις εἰς τό ἐπιτρύχιον. [375,364,558,410]
memorial-text: Τελοῦμεν αὔριο 10 π.μ. εἰς τόν ἱερόν ναόν Ἁγίας Σοφίας ἐτήσιον μνημόσυνον ὑπέρ ἀναπαύσεως τῆς ψυχῆς τοῦ προσφιλοῦς μας συζύγου καί πατέρα. Ἡ σύζυγος, τά τέκνα. Ἡ βεβαίωση εἰς τό ἐπιτρύχιον. [181,309,365,367]
section-header-radio: ΤΟ ΡΑΔΙΟΦΩΝΟ [960,324,1145,351]
memorial-text: Τελοῦμεν αὔριο 11.30 π.μ. εἰς τόν ἱερόν ναόν Ἁγίου Δημητρίου μνημόσυνον. Ἡ σύζυγος, τά τέκνα. Οἱ λοιποί συγγενεῖς. [568,717,752,752]
subheading-ekdromes-avrio: Αὔριο [14,827,46,841]
memorial-text: Τελοῦμεν αὔριο 10.30 π.μ. εἰς τόν ἱερόν ναόν Ἁγίων Πάντων τεσσαρακονθήμερον μνημόσυνον ὑπέρ ἀναπαύσεως τῆς ψυχῆς τοῦ προσφιλοῦς μας συζύγου. [568,99,752,144]
memorial-name: Ὁμιλίες γιά τή γνώση τῆς καρδιᾶς τοῦ «Ρέϊς Γιάγκα» [375,1130,558,1155]
subheading-neo-pnevma: Τό «Νέο Πνεῦμα» [14,1044,108,1058]
column-media [960,14,1145,2312]
memorial-name: ΙΩΑΝΝΑ ΒΑΝΩΛΑ ΜΠΙΚΟΥ [387,416,546,429]
text-dorees: Στή μνήμη Νικολάου Σ. Πορίτση προσφέρθηκαν 3.000 δρχ. ὑπέρ τοῦ φιλανθρωπικοῦ σωματείου «Φιλοξενία», 3.600 δρχ. ὑπέρ τοῦ ἰδρύματος «Ἅγιος Δημήτριος». Στή μνήμη τοῦ προσφιλοῦς της Γρηγορίου Ζυγουλιάνου ἡ Μιχαέλλα Ζυγουλιάνου προσέφερε στήν Ἐκκλησία 2.000 δρχ. Στή μνήμη τοῦ ἀγαπητοῦ μας θείου Ἀριστείδη Μιχαήλ οἱ οἰκογένειες προσέφεραν 3.000 δρχ. ὑπέρ τῆς Λέσχης Ἀπόρων Παίδων. Στή μνήμη τῆς ἀδελφῆς μας Ἄννης Δημητριάδη προσφέρθηκαν 2.000 δρχ. ὑπέρ τοῦ Συλλόγου Γυναικῶν Καλαμαριᾶς. [14,216,168,399]
subheading-apotelesmata: Τά ἀποτελέσματα [44,1399,137,1412]
subheading-epistimones: Νέοι Ἐπιστήμονες [14,405,110,420]
memorial-text: Τελοῦμεν αὔριο 10 π.μ. εἰς τόν ἱερόν ναόν Παναγίας Φανερωμένης ἐξάμηνον μνημόσυνον. Ἡ σύζυγος Ἑλισάβετ, τά τέκνα. Οἱ ἐγγονοί. Ἡ βεβαίωσις εἰς τό ἐπιτρύχιον. [181,610,365,655]
story-divider [1160,1274,1566,1275]
memorial-name: ΖΑΦΕΙΡΙΟΥ ΔΗΜΗΤΡΙΑΔΗ [195,873,351,886]
memorial-name: ΔΗΜΗΤΡΙΟΥ ΓΕΡΑΚΙΤΗ [202,728,344,741]
memorial-text: Τόν λατρευτό μας σύζυγο θανόντα χθές κηδεύομεν σήμερον 11 π.μ. ἀπό τόν ἱερόν ναόν Ἁγίου Νικολάου Καλαμαριᾶς. Ἡ σύζυγος, οἱ ἀδελφοί. [375,1011,558,1057]
memorial-text: Τελοῦμεν αὔριο 11 π.μ. εἰς τόν ἱερόν ναόν Ἀρχαγγέλων τεσσαρακονθήμερον μνημόσυνον. Ὁ σύζυγος, τά τέκνα. Οἱ λοιποί συγγενεῖς. Ἡ βεβαίωσις εἰς τήν αἴθουσαν Ἀναστάσεως. [375,430,558,488]
subheading-eucharistiria: Εὐχαριστήρια [14,51,88,65]
story3-kicker: Ἀπό τήν «Ἐνωμένη Ἀντίσταση» [1231,1284,1495,1305]
story3-body [1160,1485,1566,1581]
subheading-naos: ΝΑΟΣ ΑΓΙΟΥ ΣΤΕΦΑΝΟΥ ΕΞΟΧΗΣ [764,199,937,211]
text-radio-1: 5.55 Προσευχή. 6 Εἰδήσεις. 6.05 Πρωινό πρόγραμμα. 6.15 Πνευματικά μηνύματα. 6.30 Καλημέρα ἀπό τή Θεσσαλονίκη. 7 Εἰδήσεις. 7.15 Ἑλληνική μουσική. 8 Εἰδήσεις. 8.10 Ἀπό τήν ἐλληνική ἐπαρχία. 9 Εἰδήσεις. 9.10 Ἐμεῖς καί ὁ κόσμος. 10 Εἰδήσεις. 10.15 Μουσικό πρόγραμμα. 11 Ἑλληνικά τραγούδια. 12 Μεσημβρινές εἰδήσεις. 12.30 Λαϊκή μουσική. 13 Εἰδήσεις. 14 Παιδική ὥρα. 15 Ἀθλητικά. 16 Κλασική μουσική. 17 Εἰδήσεις. 17.15 Τραγούδια. 18 Ἐπιστήμη. 19 Εἰδήσεις. 19.30 Θέατρο στό ραδιόφωνο. 20.30 Μουσική βραδιά. 21 Εἰδήσεις. 22 Ξένη μουσική. 23 Νυχτερινό πρόγραμμα. 24 Εἰδήσεις. 0.30 Κλείσιμο. [960,373,1145,545]
memorial-text: Ἡ σύζυγος Εὐθαλία. Τά τέκνα Ἀλέξανδρος - Ἐλευθερία Σαμανίδου. Οἱ λοιποί συγγενεῖς. [568,165,752,187]
memorial-text: Τελοῦμεν αὔριο 11.15 π.μ. εἰς τόν ἱερόν ναόν Παναγίας Ἀχειροποιήτου μνημόσυνον. Ὁ σύζυγος Ἀθανάσιος, τά τέκνα. Οἱ λοιποί συγγενεῖς. Ἡ βεβαίωσις εἰς τό ἐπιτρύχιον. [375,508,558,554]
column-rule [174,14,175,2312]
story2-text: ΑΘΗΝΑ, 16.— Μέ ἐγκύκλιο διαταγή τοῦ γενικοῦ ἐπιτελείου στρατοῦ, καλοῦνται νά παρουσιαστοῦν στά συμβούλια ἐπιλογῆς (ΣΕΟ) γιά τήν ἔνταξή τους στίς ἔνοπλες δυνάμεις οἱ Ἑλληνίδες πού γεννήθηκαν τό 1966 καί δέν ἔχουν ὑποβάλει αἴτηση ἀναβολῆς. Ἡ παρουσίασή τους θά γίνει στίς 9 Ἰουνίου. Κατά τήν ἀνακοίνωση τούς στά ΣΕΟ, πρέπει νά προσκομίσουν τήν ἀστυνομική τους ταυτότητα καί πιστοποιητικό γεννήσεως. Στά ΣΕΟ Θεσσαλονίκης θά παρουσιαστοῦν οἱ κάτοικοι τῶν νομῶν Θεσσαλονίκης, Χαλκιδικῆς, Κιλκίς, Σερρῶν καί Πέλλας. Στό ΣΕΟ Καβάλας θά παρουσιαστοῦν οἱ κάτοικοι τῶν νομῶν Καβάλας, Δράμας, Ξάνθης καί Ροδόπης. [1160,1109,1566,1264]
memorial-text: Τελοῦμεν αὔριο 9.30 π.μ. εἰς τόν ἱερόν ναόν Ἁγίου Νικολάου μνημόσυνον. Ὁ σύζυγος, τά τέκνα, οἱ ἐγγονοί. [568,828,752,862]
text-ekklisies: Αὔριο, θά κηρύξουν τόν θεῖον λόγον: Ὁ θεοφ. Γηρ. Μιχαηλίδης, ἱεροκήρυξ, εἰς τόν ναόν Ἀναλήψεως τοῦ Σωτῆρος. Ὁ θεοφ. Γεώργ. Χαραλαμπίδης, ἱεροκήρυξ, εἰς τόν ἱερόν ναόν Ἁγίου Παύλου. Ὁ κ. Εὐάγ. Τσιρίκας, εἰς τόν ἱερόν ναόν Τριῶν Ἱεραρχῶν. Ὁ κ. Ἀθ. Δανιηλίδης, εἰς τόν ἱερόν ναόν Υπαπαντῆς. Ὁ κ. Ἀθ. Καραμπατάκης, εἰς τόν ἱερόν ναόν Ἁγίου Νικολάου. Ὁ κ. Αἰμ. Νικολαΐδης, εἰς τόν ἱερόν ναόν Ἁγίου Δημητρίου. [764,68,946,193]
memorial-text: Τελοῦμεν αὔριο 12 μ. εἰς τόν ἱερόν ναόν Ἁγίου Ἀθανασίου μνημόσυνον. Ἡ σύζυγος Ἀθηνᾶ, τά τέκνα: Ἀθανάσιος - Δήμητρα. Οἱ ἐγγονοί. [568,341,752,388]
subheading-farmakeia-2: ΔΙΑΝΥΚΤΕΡΕΥΟΥΝ [764,650,863,662]
memorial-text: Τελοῦμεν αὔριο 10 π.μ. εἰς τόν ἱερόν ναόν Ἁγίου Ἀναργύρου τεσσαρακονθήμερον μνημόσυνον ὑπέρ ἀναπαύσεως τῆς ψυχῆς τῆς προσφιλοῦς μας μητρός καί γιαγιᾶς. [181,99,365,144]
text-filodasiki: Στίς ἀρχαιρεσίες τῆς Φιλοδασικῆς Ἑνώσεως Θεσσαλονίκης ἐξελέγη τό νέο Διοικητικό Συμβούλιο, τό ὁποῖο καταρτίσθηκε σέ σῶμα ὡς ἑξῆς: Πρόεδρος ὁ κ. Κωνσταντῖνος Δρόσος, ἀντιπρόεδρος ὁ κ. Γεώργιος Μακρῆς, γεν. γραμματέας ὁ κ. Νικόλαος Θεοδωρίδης, ταμίας ὁ κ. Ἀθανάσιος Παπαδάκης. [960,1013,1145,1105]
memorial-name: Οἱ δημοσιογράφοι τιμοῦν τή μνήμη τοῦ Δημητρακόπουλου [582,990,738,1015]
memorial-name: ΚΩΝΣΤΑΝΤΙΝΟΥ ΚΟΡΝΗΛΑΚΗ [375,206,558,219]
text-vivlia: Ἀπό τίς ἐκδόσεις Κουτσαμπάση κυκλοφόρησε τό βιβλίο τοῦ Σπύρου Βρεττοῦ, ἕνα μυθιστόρημα πού καλύπτει τά χρόνια τῆς δικτατορίας καί τῶν ἀγώνων τῆς νεολαίας. Ὁ συγγραφέας μέ γλώσσα ἁπλή ἀλλά ζωντανή περιγράφει τίς περιπέτειες μιᾶς ὁμάδας φοιτητῶν καί τά διλήμματα πού ἀντιμετώπισαν. Τό βιβλίο εἶναι μιά κατάθεση ψυχῆς καί ταυτόχρονα ἕνα ντοκουμέντο τῆς ἐποχῆς, γραμμένο μέ εἰλικρίνεια καί πάθος. [764,330,946,457]
memorial-text: Τελοῦμεν αὔριο 11.45 π.μ. εἰς τόν ἱερόν ναόν Ἁγίου Νικολάου τρισάγιον. Τά τέκνα, οἱ ἐγγονοί. Οἱ λοιποί συγγενεῖς. [181,1063,365,1098]
memorial-name: ΘΕΟΔΩΡΟΥ ΠΑΠΠΑ [601,527,719,540]
memorial-name: ΚΩΝΣΤΑΝΤΙΝΟΥ ΕΥΘΥΜΙΟΥ [187,994,359,1007]
photo-caption: Ἀπό τήν πορεία τῶν φοιτητῶν πρός τό ὑπουργεῖο Βορείου Ἑλλάδος [1235,656,1491,667]
column-front-stories [1160,61,1566,2312]
memorial-text: Τελοῦμεν αὔριο 9.30 π.μ. εἰς τόν ἱερόν ναόν Ἁγίας Παρασκευῆς ἐτήσιον μνημόσυνον. Ἡ σύζυγος, τά τέκνα, οἱ ἐγγονοί. Ἡ βεβαίωσις εἰς τό ἐπιτρύχιον. [181,821,365,866]
protest-photo-svg [1160,270,1566,653]
text-eucharistiria: Εὐχαριστοῦμε θερμά ὅλους τούς συγγενεῖς, φίλους καί συναδέλφους μας πού ἐκφράσθηκαν ἔτσι αὐθόρμητα καί ἀπό κάθε μεριά τῆς Ἑλλάδος τή συμπαράσταση καί τή συμπαράστασή τους στόν ἀναντικατάστατο πόνο μας γιά τήν ἀπώλεια τοῦ πολυαγαπημένου μας συζύγου καί πατέρα. Οἱ ἀδελφοί, Ἄρης - Χριστίνα Κοινωνίδη. Οἱ ἀνεψιοί Σπῦρος - Σωτηρία. [14,68,168,193]
memorial-text: Τελοῦμεν αὔριο 9.30 π.μ. εἰς τόν ἱερόν ναόν Ἁγίου Σπυρίδωνος ἐτήσιον μνημόσυνον. Ἡ σύζυγος Ἑλένη, οἱ υἱοί Ἰωάννης, Γεώργιος, ἡ νύφη. Ἡ βεβαίωσις εἰς τό ἐπιτρύχιον. [181,742,365,788]
memorial-name: ΒΑΓΓΟΥ ΒΑΣΙΛΕΙΑΔΗ [208,451,338,464]
story1-headline: ΣΥΓΚΕΝΤΡΩΣΗ ΚΑΙ ΠΟΡΕΙΑ ΟΡΓΑΝΩΣΕ Η ΦΕΑΠΘ ΓΙΑ ΠΡΟΣΤΑΣΙΑ ΤΟΥ ΑΣΥΛΟΥ [1188,80,1538,192]
section-header-koinonika: ΚΟΙΝΩΝΙΚΑ [14,18,168,45]
column-social [14,14,168,2312]
memorial-name: ΕΥΑΝΘΙΑΣ ΜΑΥΡΙΔΟΥ [400,561,533,574]
memorial-text: Τελοῦμεν αὔριο 10 π.μ. εἰς τόν ἱερόν ναόν Ἁγίου Φανουρίου ἐτήσιον μνημόσυνον. Ἡ σύζυγος, τά τέκνα, οἱ ἐγγονοί. Ἡ βεβαίωσις εἰς τό ἐπιτρύχιον. [181,942,365,988]
story1-text-continued: ἐνώπιον τοῦ πανεπιστημιακοῦ ἀσύλου. Ἀκόμη οἱ φοιτητές ζητοῦν νά σταματήσει ἡ πολιτική πού ἐφαρμόζεται στήν ἐκπαίδευση καί νά καταργηθοῦν οἱ ἐξετάσεις. Τά αἰτήματα τῶν φοιτητῶν περιλαμβάνουν ἀκόμη τήν αὔξηση τῶν κονδυλίων γιά τήν παιδεία, τήν ἐξασφάλιση στέγης καί σίτισης γιά ὅλους τούς φοιτητές καί τήν κατοχύρωση τῶν ἐπαγγελματικῶν δικαιωμάτων τῶν πτυχιούχων. Στό ψήφισμα τονίζεται ὅτι οἱ φοιτητές δέν θά ἐπιτρέψουν καμμιά παραβίαση τοῦ ἀσύλου καί θά ὑπερασπίσουν μέ κάθε μέσο τίς ἐλευθερίες τους. Ἡ φοιτητική ὀργάνωση τῆς ΦΕΑΠΘ καλεῖ ὅλους τούς φοιτητές νά συμμετάσχουν στίς ἐκδηλώσεις διαμαρτυρίας. [1369,673,1566,863]
story2-kicker: Ἐκδόθηκε ἐγκύκλιος διαταγή [1240,908,1486,928]
text-radio-2: 5.55 Προσευχή. 6 Εἰδήσεις. 6.05 Πρωινό ξύπνημα. 6.30 Ἡ ὥρα τοῦ στρατιώτη. 7 Ἐλεύθερα. 8 Εἰδήσεις. 8.10 Ἑλληνικά τραγούδια. 9 Εἰδήσεις. 9.10 Ἡ ὥρα τοῦ ἀκροατή. 10 Εἰδήσεις. 10.15 Ἀθλητικά. 11 Ἐπιλογές. 12 Εἰδήσεις. 12.10 Τραγούδια ἀπό τό παρελθόν. 13 Εἰδήσεις. 13.15 Νέοι ἐρμηνευτές. 14.30 Εἰδήσεις. 15 Ἀθλητικό πρόγραμμα. 17 Εἰδήσεις. 18 Ἀθλητικές μεταδόσεις. 19.30 Μουσική. 20 Εἰδήσεις. 20.30 Ἑλληνικά τραγούδια. 22 Μουσικό πρόγραμμα. 23 Εἰδήσεις. 23.30 Μουσική. 24 Κλείσιμο. [960,567,1145,716]
memorial-name: ΔΗΜΗΤΡΙΟΥ ΣΤΡΟΓΓΥΛΗ [583,759,737,771]
memorial-text: Τελοῦμεν αὔριο 10 π.μ. εἰς τόν ἱερόν ναόν Ἁγίας Βαρβάρας μνημόσυνον. Οἱ ἀδελφοί Δημήτριος, Ἀντώνιος. Οἱ ἀνεψιοί. Ἡ βεβαίωσις εἰς τό ἐπιτρύχιον. [375,696,558,743]
section-header-ekklisies: ΕΚΚΛΗΣΙΕΣ [764,18,946,45]
memorial-name: ΣΤΕΛΙΟΝ ΣΤΥΛΙΑΝΟΠΟΥΛΟΝ [379,931,554,944]
column-rule [952,14,953,2312]
story1-body [1160,673,1566,888]
section-header-kideies: ΟΙ ΚΗΔΕΙΕΣ [375,802,558,830]
memorial-name: ΕΥΘΑΛΙΑΣ ΛΙΝΑΡΔΑΤΟΥ [394,284,539,297]
memorial-name: ΑΡΓΥΡΙΟΥ ΑΥΓΟΥΣΤΑΚΗ [198,295,348,308]
memorial-text: Τελοῦμεν αὔριο 11.30 π.μ. εἰς τόν ἱερόν ναόν Ἁγίου Ἀντωνίου μνημόσυνον. Ἡ σύζυγος Ἀθηνᾶ, τά τέκνα. Οἱ λοιποί συγγενεῖς. [181,1008,365,1043]
mnimosyna-header: Τά μνημόσυνα [181,18,752,85]
text-nosokomeia: Ἀπό τίς 8 π.μ. σήμερα μέχρι τίς 8 π.μ. αὔριο ἐφημερεύουν: ΑΧΕΠΑ: Γενική παθολογική, χειρουργική. ΙΠΠΟΚΡΑΤΕΙΟ: Παιδιατρική, ὀρθοπεδική. ΑΓ. ΔΗΜΗΤΡΙΟΣ: Καρδιολογική, νευρολογική. ΑΓΙΑ ΣΟΦΙΑ: Παιδιατρική. [764,780,946,849]
section-header-tileorasi: ΤΗΛΕΟΡΑΣΗ [960,18,1145,45]
